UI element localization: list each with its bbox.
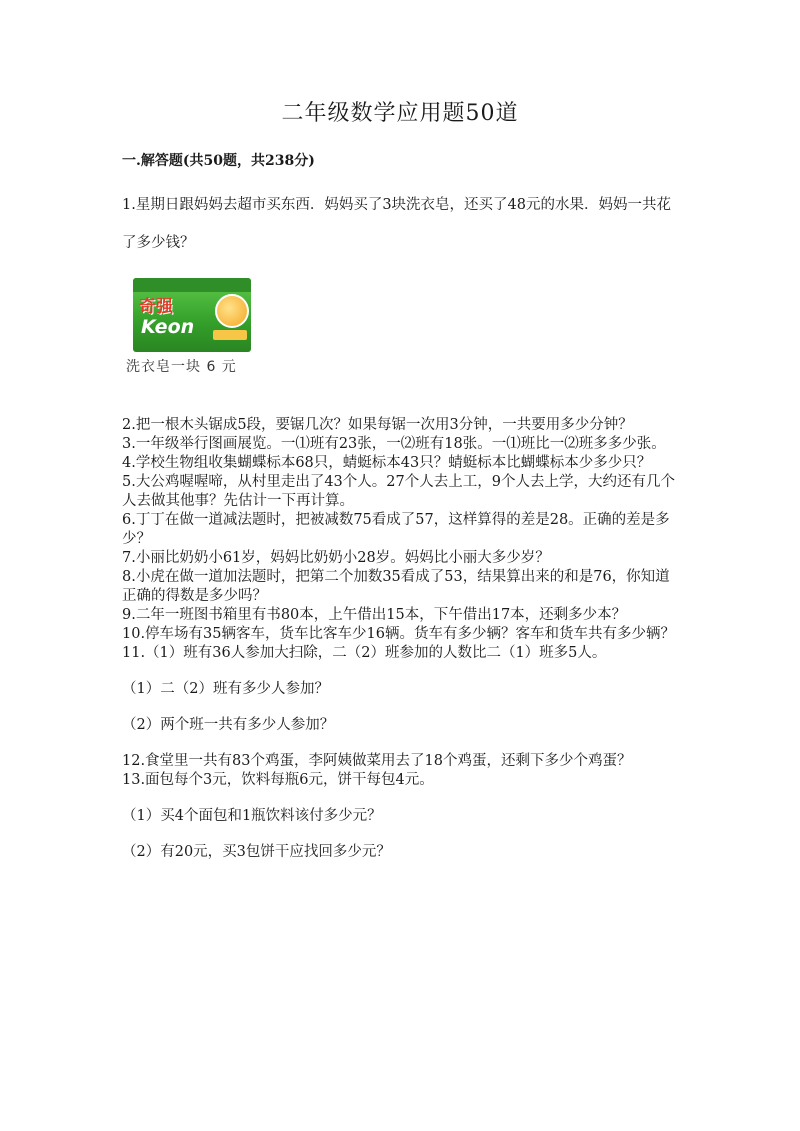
question-13-part-1: （1）买4个面包和1瓶饮料该付多少元？ bbox=[122, 808, 382, 824]
question-3: 3.一年级举行图画展览。一⑴班有23张，一⑵班有18张。一⑴班比一⑵班多多少张。 bbox=[122, 436, 666, 452]
question-5: 5.大公鸡喔喔啼，从村里走出了43个人。27个人去上工，9个人去上学，大约还有几个人去做其他事？先估计一下再计算。 bbox=[122, 474, 675, 509]
section-heading: 一.解答题(共50题，共238分) bbox=[122, 153, 315, 169]
product-logo-text: Keon bbox=[141, 316, 195, 338]
question-11-part-2: （2）两个班一共有多少人参加？ bbox=[122, 717, 335, 733]
question-1: 1.星期日跟妈妈去超市买东西．妈妈买了3块洗衣皂，还买了48元的水果．妈妈一共花了多少钱？ bbox=[122, 197, 672, 251]
product-caption: 洗衣皂一块 6 元 bbox=[126, 359, 237, 375]
page-title: 二年级数学应用题50道 bbox=[281, 101, 519, 126]
question-8: 8.小虎在做一道加法题时，把第二个加数35看成了53，结果算出来的和是76，你知道正确的得数是多少吗？ bbox=[122, 569, 670, 604]
question-10: 10.停车场有35辆客车，货车比客车少16辆。货车有多少辆？客车和货车共有多少辆？ bbox=[122, 626, 675, 642]
question-2: 2.把一根木头锯成5段，要锯几次？如果每锯一次用3分钟，一共要用多少分钟？ bbox=[122, 417, 633, 433]
question-list bbox=[122, 416, 682, 862]
product-label-strip bbox=[213, 330, 247, 340]
question-4: 4.学校生物组收集蝴蝶标本68只，蜻蜓标本43只？蜻蜓标本比蝴蝶标本少多少只？ bbox=[122, 455, 652, 471]
question-12: 12.食堂里一共有83个鸡蛋，李阿姨做菜用去了18个鸡蛋，还剩下多少个鸡蛋？ bbox=[122, 753, 632, 769]
question-11-part-1: （1）二（2）班有多少人参加？ bbox=[122, 681, 329, 697]
product-top-stripe bbox=[133, 278, 251, 292]
question-7: 7.小丽比奶奶小61岁，妈妈比奶奶小28岁。妈妈比小丽大多少岁？ bbox=[122, 550, 550, 566]
product-badge-icon bbox=[215, 294, 249, 328]
soap-product-image bbox=[133, 278, 251, 352]
question-13-part-2: （2）有20元，买3包饼干应找回多少元？ bbox=[122, 844, 391, 860]
question-13: 13.面包每个3元，饮料每瓶6元，饼干每包4元。 bbox=[122, 772, 434, 788]
product-brand-text: 奇强 bbox=[139, 297, 173, 317]
question-6: 6.丁丁在做一道减法题时，把被减数75看成了57，这样算得的差是28。正确的差是多少？ bbox=[122, 512, 670, 547]
question-9: 9.二年一班图书箱里有书80本，上午借出15本，下午借出17本，还剩多少本？ bbox=[122, 607, 627, 623]
question-11: 11.（1）班有36人参加大扫除，二（2）班参加的人数比二（1）班多5人。 bbox=[122, 645, 607, 661]
